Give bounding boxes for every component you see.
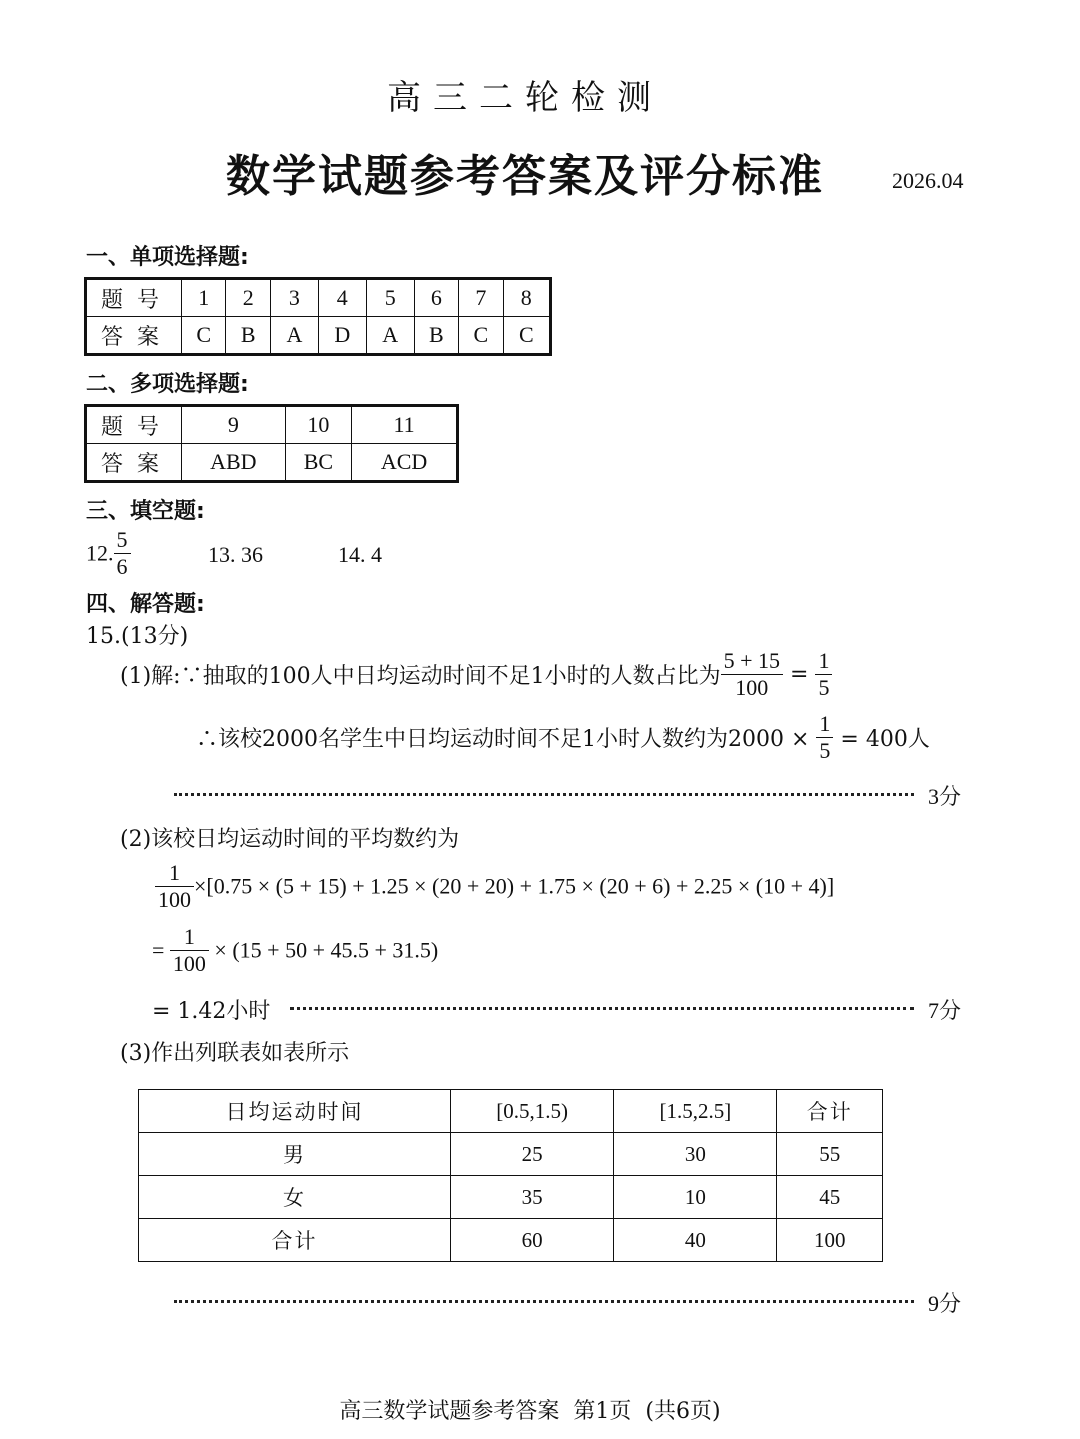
q15-part2-expr1 — [155, 860, 834, 913]
answer-cell: A — [366, 317, 414, 355]
exam-name: 高三二轮检测 — [387, 78, 663, 118]
part1-fraction2 — [815, 648, 832, 701]
answer-cell: A — [270, 317, 318, 355]
fraction-numerator: 1 — [170, 924, 209, 951]
question-number: 1 — [182, 279, 226, 317]
part1-result: = 400人 — [840, 727, 930, 752]
document-title: 数学试题参考答案及评分标准 — [226, 151, 824, 202]
answer-cell: C — [503, 317, 550, 355]
table-cell: 35 — [450, 1176, 613, 1219]
question-number: 7 — [459, 279, 503, 317]
table-row — [139, 1176, 883, 1219]
fraction-numerator: 1 — [816, 711, 833, 738]
q15-title: 15.(13分) — [86, 624, 189, 649]
table-row — [86, 406, 458, 444]
question-number: 5 — [366, 279, 414, 317]
answer-cell: C — [182, 317, 226, 355]
table-cell: 60 — [450, 1219, 613, 1262]
section2-heading: 二、多项选择题: — [86, 372, 249, 397]
fraction-denominator: 100 — [158, 887, 191, 912]
q14-answer: 14. 4 — [338, 542, 382, 567]
q15-part2-expr2 — [152, 924, 438, 977]
question-number: 9 — [182, 406, 286, 444]
q15-part1-line1 — [120, 648, 832, 701]
section1-heading: 一、单项选择题: — [86, 245, 249, 270]
part2-fraction1 — [155, 860, 194, 913]
score-mark-1: 3分 — [928, 784, 962, 809]
table-header-cell: [1.5,2.5] — [614, 1090, 777, 1133]
fraction-denominator: 6 — [116, 554, 128, 579]
part2-fraction2 — [170, 924, 209, 977]
table-row — [139, 1133, 883, 1176]
table-header-cell: [0.5,1.5) — [450, 1090, 613, 1133]
row-label: 答案 — [86, 317, 182, 355]
answer-cell: C — [459, 317, 503, 355]
q12-fraction — [114, 527, 131, 580]
multiple-choice-table — [84, 404, 459, 483]
table-cell: 25 — [450, 1133, 613, 1176]
part1-text: ∴该校2000名学生中日均运动时间不足1小时人数约为2000 × — [196, 727, 810, 752]
single-choice-table — [84, 277, 552, 356]
q15-part1-line2 — [196, 711, 930, 764]
table-cell: 男 — [139, 1133, 451, 1176]
fraction-numerator: 5 + 15 — [721, 648, 783, 675]
question-number: 4 — [318, 279, 366, 317]
row-label: 题号 — [86, 406, 182, 444]
score-leader-dots — [290, 1007, 914, 1010]
score-leader-dots — [174, 793, 914, 796]
question-number: 8 — [503, 279, 550, 317]
answer-cell: B — [414, 317, 458, 355]
fraction-denominator: 100 — [172, 951, 206, 976]
page-footer: 高三数学试题参考答案 第1页 (共6页) — [339, 1399, 721, 1424]
q15-part3-line1: (3)作出列联表如表所示 — [120, 1041, 350, 1066]
answer-cell: D — [318, 317, 366, 355]
question-number: 10 — [285, 406, 351, 444]
fraction-numerator: 1 — [155, 860, 194, 887]
part1-fraction3 — [816, 711, 833, 764]
equals-sign: = — [790, 662, 809, 687]
table-header-cell: 合计 — [777, 1090, 883, 1133]
fraction-numerator: 1 — [815, 648, 832, 675]
part1-fraction1 — [721, 648, 783, 701]
part2-expression: × (15 + 50 + 45.5 + 31.5) — [214, 937, 439, 963]
equals-sign: = — [152, 937, 165, 963]
fraction-denominator: 5 — [819, 738, 831, 763]
table-row — [139, 1219, 883, 1262]
q12-label: 12. — [86, 540, 114, 566]
section3-heading: 三、填空题: — [86, 499, 205, 524]
row-label: 题号 — [86, 279, 182, 317]
q15-part2-line1: (2)该校日均运动时间的平均数约为 — [120, 827, 460, 852]
q13-answer: 13. 36 — [208, 542, 263, 567]
table-cell: 10 — [614, 1176, 777, 1219]
row-label: 答案 — [86, 444, 182, 482]
answer-cell: B — [226, 317, 270, 355]
part1-text: (1)解:∵抽取的100人中日均运动时间不足1小时的人数占比为 — [120, 664, 721, 689]
table-row — [86, 317, 551, 355]
question-number: 2 — [226, 279, 270, 317]
table-cell: 45 — [777, 1176, 883, 1219]
table-cell: 女 — [139, 1176, 451, 1219]
question-number: 3 — [270, 279, 318, 317]
fraction-numerator: 5 — [114, 527, 131, 554]
question-number: 6 — [414, 279, 458, 317]
score-mark-2: 7分 — [928, 998, 962, 1023]
table-row — [139, 1090, 883, 1133]
score-leader-dots — [174, 1300, 914, 1303]
table-cell: 30 — [614, 1133, 777, 1176]
table-row — [86, 279, 551, 317]
question-number: 11 — [352, 406, 458, 444]
document-date: 2026.04 — [892, 168, 964, 193]
fraction-denominator: 100 — [735, 675, 769, 700]
table-cell: 40 — [614, 1219, 777, 1262]
answer-cell: ACD — [352, 444, 458, 482]
fraction-denominator: 5 — [818, 675, 830, 700]
score-mark-3: 9分 — [928, 1291, 962, 1316]
q15-part2-result: = 1.42小时 — [152, 999, 271, 1024]
table-cell: 55 — [777, 1133, 883, 1176]
section4-heading: 四、解答题: — [86, 592, 205, 617]
answer-cell: ABD — [182, 444, 286, 482]
q12-answer — [86, 527, 131, 580]
table-row — [86, 444, 458, 482]
table-cell: 100 — [777, 1219, 883, 1262]
table-header-cell: 日均运动时间 — [139, 1090, 451, 1133]
answer-cell: BC — [285, 444, 351, 482]
part2-expression: ×[0.75 × (5 + 15) + 1.25 × (20 + 20) + 1.75 × (20 + 6) + 2.25 × (10 + 4)] — [194, 873, 835, 899]
contingency-table — [138, 1089, 883, 1262]
table-cell: 合计 — [139, 1219, 451, 1262]
